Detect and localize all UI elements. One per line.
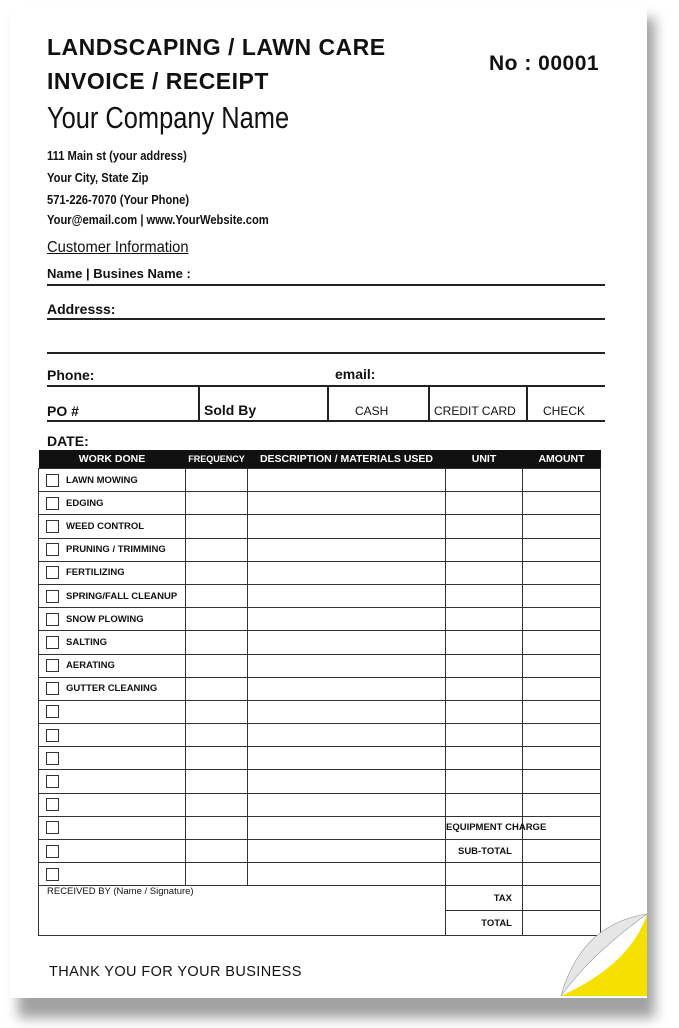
checkbox-icon[interactable] [46, 520, 59, 533]
amount-cell[interactable] [523, 724, 601, 747]
credit-divider [526, 385, 528, 421]
description-cell[interactable] [248, 863, 446, 886]
frequency-cell[interactable] [186, 724, 248, 747]
service-label: SPRING/FALL CLEANUP [66, 590, 178, 602]
table-row [39, 631, 601, 654]
description-cell[interactable] [248, 584, 446, 607]
description-cell[interactable] [248, 700, 446, 723]
table-row [39, 654, 601, 677]
description-cell[interactable] [248, 816, 446, 839]
unit-cell[interactable] [446, 747, 523, 770]
frequency-cell[interactable] [186, 515, 248, 538]
unit-cell[interactable] [446, 492, 523, 515]
work-done-cell[interactable] [39, 770, 186, 793]
amount-cell[interactable] [523, 584, 601, 607]
table-row [39, 700, 601, 723]
unit-cell[interactable] [446, 538, 523, 561]
description-cell[interactable] [248, 469, 446, 492]
work-done-cell[interactable] [39, 863, 186, 886]
frequency-cell[interactable] [186, 584, 248, 607]
amount-cell[interactable] [523, 608, 601, 631]
unit-cell[interactable] [446, 770, 523, 793]
work-done-cell[interactable] [39, 492, 186, 515]
unit-cell[interactable] [446, 631, 523, 654]
invoice-number: No : 00001 [489, 52, 600, 75]
date-label: DATE: [47, 433, 89, 449]
name-label: Name | Busines Name : [47, 266, 191, 281]
frequency-cell[interactable] [186, 469, 248, 492]
checkbox-icon[interactable] [46, 682, 59, 695]
description-cell[interactable] [248, 561, 446, 584]
checkbox-icon[interactable] [46, 543, 59, 556]
address-field-line-2[interactable] [47, 352, 605, 354]
description-cell[interactable] [248, 631, 446, 654]
table-row [39, 538, 601, 561]
checkbox-icon[interactable] [46, 845, 59, 858]
amount-cell[interactable] [523, 631, 601, 654]
work-done-cell[interactable] [39, 654, 186, 677]
po-divider [198, 385, 200, 421]
col-unit: UNIT [446, 450, 523, 469]
work-done-cell[interactable] [39, 608, 186, 631]
frequency-cell[interactable] [186, 863, 248, 886]
checkbox-icon[interactable] [46, 705, 59, 718]
table-row [39, 886, 601, 911]
amount-cell[interactable] [523, 677, 601, 700]
frequency-cell[interactable] [186, 631, 248, 654]
work-done-cell[interactable] [39, 538, 186, 561]
table-row [39, 561, 601, 584]
col-frequency: FREQUENCY [186, 450, 248, 469]
description-cell[interactable] [248, 654, 446, 677]
table-row [39, 677, 601, 700]
work-done-cell[interactable] [39, 677, 186, 700]
table-row [39, 770, 601, 793]
title-line-2: INVOICE / RECEIPT [47, 68, 269, 94]
frequency-cell[interactable] [186, 700, 248, 723]
table-row [39, 584, 601, 607]
sold-by-label: Sold By [204, 402, 257, 418]
work-done-cell[interactable] [39, 793, 186, 816]
description-cell[interactable] [248, 538, 446, 561]
amount-cell[interactable] [523, 538, 601, 561]
blank-label-cell [446, 863, 523, 886]
service-label: SALTING [66, 636, 107, 648]
amount-cell[interactable] [523, 863, 601, 886]
work-done-cell[interactable] [39, 515, 186, 538]
equipment-charge-label: EQUIPMENT CHARGE [446, 816, 523, 839]
service-label: PRUNING / TRIMMING [66, 544, 166, 556]
tax-label: TAX [446, 886, 523, 911]
service-label: GUTTER CLEANING [66, 683, 158, 695]
col-description: DESCRIPTION / MATERIALS USED [248, 450, 446, 469]
table-row [39, 840, 601, 863]
checkbox-icon[interactable] [46, 474, 59, 487]
description-cell[interactable] [248, 492, 446, 515]
address-line-2: Your City, State Zip [47, 170, 149, 185]
work-done-cell[interactable] [39, 700, 186, 723]
po-line [47, 420, 605, 422]
work-done-cell[interactable] [39, 747, 186, 770]
address-field-line[interactable] [47, 318, 605, 320]
description-cell[interactable] [248, 515, 446, 538]
unit-cell[interactable] [446, 700, 523, 723]
service-label: SNOW PLOWING [66, 613, 144, 625]
frequency-cell[interactable] [186, 608, 248, 631]
work-done-cell[interactable] [39, 561, 186, 584]
unit-cell[interactable] [446, 654, 523, 677]
frequency-cell[interactable] [186, 816, 248, 839]
total-label: TOTAL [446, 911, 523, 936]
amount-cell[interactable] [523, 886, 601, 911]
amount-cell[interactable] [523, 747, 601, 770]
frequency-cell[interactable] [186, 840, 248, 863]
frequency-cell[interactable] [186, 538, 248, 561]
frequency-cell[interactable] [186, 747, 248, 770]
description-cell[interactable] [248, 840, 446, 863]
checkbox-icon[interactable] [46, 752, 59, 765]
service-label: FERTILIZING [66, 567, 125, 579]
received-by-box[interactable] [39, 886, 446, 936]
checkbox-icon[interactable] [46, 636, 59, 649]
work-done-cell[interactable] [39, 631, 186, 654]
unit-cell[interactable] [446, 677, 523, 700]
frequency-cell[interactable] [186, 677, 248, 700]
description-cell[interactable] [248, 608, 446, 631]
service-label: AERATING [66, 660, 115, 672]
unit-cell[interactable] [446, 515, 523, 538]
service-label: WEED CONTROL [66, 520, 145, 532]
credit-card-option[interactable]: CREDIT CARD [434, 404, 516, 418]
cash-option[interactable]: CASH [355, 404, 389, 418]
unit-cell[interactable] [446, 469, 523, 492]
description-cell[interactable] [248, 724, 446, 747]
amount-cell[interactable] [523, 700, 601, 723]
table-row [39, 469, 601, 492]
page-curl-icon [561, 914, 647, 996]
amount-cell[interactable] [523, 770, 601, 793]
description-cell[interactable] [248, 770, 446, 793]
received-by-label: RECEIVED BY (Name / Signature) [47, 886, 194, 898]
phone-line: 571-226-7070 (Your Phone) [47, 192, 190, 207]
po-label: PO # [47, 403, 79, 419]
table-row [39, 515, 601, 538]
checkbox-icon[interactable] [46, 868, 59, 881]
phone-email-line[interactable] [47, 385, 605, 387]
amount-cell[interactable] [523, 515, 601, 538]
soldby-divider [327, 385, 329, 421]
unit-cell[interactable] [446, 793, 523, 816]
title-line-1: LANDSCAPING / LAWN CARE [47, 34, 386, 60]
col-work-done: WORK DONE [39, 450, 186, 469]
checkbox-icon[interactable] [46, 566, 59, 579]
work-done-cell[interactable] [39, 840, 186, 863]
amount-cell[interactable] [523, 469, 601, 492]
table-row [39, 863, 601, 886]
table-row [39, 608, 601, 631]
amount-cell[interactable] [523, 654, 601, 677]
address-line-1: 111 Main st (your address) [47, 148, 187, 163]
checkbox-icon[interactable] [46, 613, 59, 626]
checkbox-icon[interactable] [46, 729, 59, 742]
table-row [39, 747, 601, 770]
unit-cell[interactable] [446, 561, 523, 584]
service-label: LAWN MOWING [66, 474, 138, 486]
unit-cell[interactable] [446, 584, 523, 607]
description-cell[interactable] [248, 747, 446, 770]
service-label: EDGING [66, 497, 104, 509]
phone-label: Phone: [47, 367, 95, 383]
work-done-cell[interactable] [39, 469, 186, 492]
frequency-cell[interactable] [186, 561, 248, 584]
frequency-cell[interactable] [186, 770, 248, 793]
amount-cell[interactable] [523, 840, 601, 863]
work-done-cell[interactable] [39, 816, 186, 839]
table-row [39, 724, 601, 747]
work-done-cell[interactable] [39, 724, 186, 747]
checkbox-icon[interactable] [46, 775, 59, 788]
col-amount: AMOUNT [523, 450, 601, 469]
checkbox-icon[interactable] [46, 798, 59, 811]
work-table [38, 450, 601, 936]
checkbox-icon[interactable] [46, 659, 59, 672]
work-done-cell[interactable] [39, 584, 186, 607]
unit-cell[interactable] [446, 724, 523, 747]
name-field-line[interactable] [47, 284, 605, 286]
web-line: Your@email.com | www.YourWebsite.com [47, 212, 269, 227]
amount-cell[interactable] [523, 793, 601, 816]
email-label: email: [335, 366, 376, 382]
table-row [39, 816, 601, 839]
unit-cell[interactable] [446, 608, 523, 631]
table-header-row [39, 450, 601, 469]
amount-cell[interactable] [523, 492, 601, 515]
checkbox-icon[interactable] [46, 821, 59, 834]
amount-cell[interactable] [523, 561, 601, 584]
frequency-cell[interactable] [186, 793, 248, 816]
cash-divider [428, 385, 430, 421]
checkbox-icon[interactable] [46, 590, 59, 603]
subtotal-label: SUB-TOTAL [446, 840, 523, 863]
company-name: Your Company Name [47, 100, 290, 135]
thank-you-text: THANK YOU FOR YOUR BUSINESS [49, 964, 302, 980]
check-option[interactable]: CHECK [543, 404, 586, 418]
table-row [39, 793, 601, 816]
description-cell[interactable] [248, 677, 446, 700]
address-label: Addresss: [47, 301, 116, 317]
description-cell[interactable] [248, 793, 446, 816]
frequency-cell[interactable] [186, 654, 248, 677]
table-row [39, 492, 601, 515]
customer-info-heading: Customer Information [47, 239, 189, 256]
checkbox-icon[interactable] [46, 497, 59, 510]
frequency-cell[interactable] [186, 492, 248, 515]
